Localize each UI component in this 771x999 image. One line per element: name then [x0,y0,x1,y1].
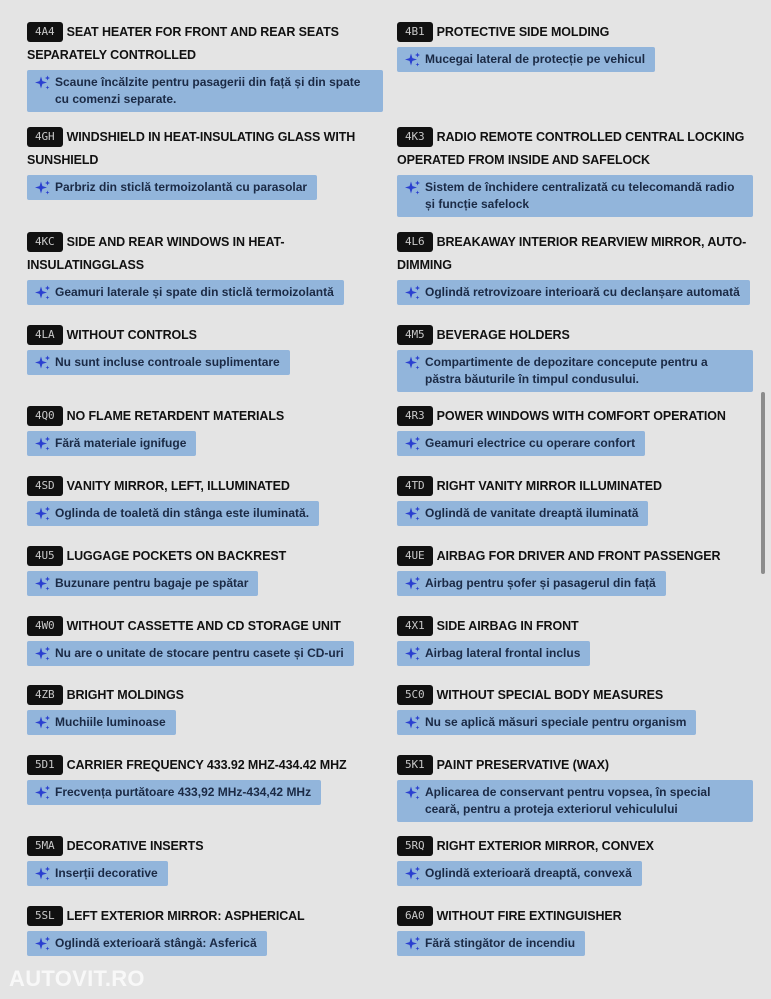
translation-box [27,571,258,596]
translation-box [397,710,696,735]
translation-text: Muchiile luminoase [55,715,166,729]
translation-text: Buzunare pentru bagaje pe spătar [55,576,249,590]
feature-item [27,615,383,667]
feature-title-text: CARRIER FREQUENCY 433.92 MHZ-434.42 MHZ [66,758,347,772]
feature-title-text: DECORATIVE INSERTS [66,839,204,853]
feature-title-text: RADIO REMOTE CONTROLLED CENTRAL LOCKING OPERATED FROM INSIDE AND SAFELOCK [397,130,745,167]
sparkle-icon [35,576,51,592]
translation-text: Oglindă retrovizoare interioară cu declanșare automată [425,285,740,299]
feature-item [27,231,383,306]
translation-box [397,175,753,217]
feature-item [27,126,383,201]
translation-box [27,931,267,956]
feature-title [27,545,383,568]
feature-code-badge: 4TD [397,476,433,496]
translation-box [27,350,290,375]
feature-title [27,324,383,347]
feature-title-text: AIRBAG FOR DRIVER AND FRONT PASSENGER [436,549,721,563]
sparkle-icon [35,436,51,452]
translation-text: Scaune încălzite pentru pasagerii din față și din spate cu comenzi separate. [55,75,361,106]
feature-code-badge: 4KC [27,232,63,252]
feature-code-badge: 4K3 [397,127,433,147]
feature-code-badge: 4ZB [27,685,63,705]
feature-title [397,231,753,277]
feature-title-text: BREAKAWAY INTERIOR REARVIEW MIRROR, AUTO-DIMMING [397,235,747,272]
feature-code-badge: 4L6 [397,232,433,252]
feature-title-text: RIGHT EXTERIOR MIRROR, CONVEX [436,839,654,853]
translation-text: Airbag pentru șofer și pasagerul din față [425,576,656,590]
translation-text: Parbriz din sticlă termoizolantă cu parasolar [55,180,308,194]
sparkle-icon [405,180,421,196]
feature-item [27,684,383,736]
feature-code-badge: 4A4 [27,22,63,42]
translation-box [397,571,666,596]
feature-code-badge: 4SD [27,476,63,496]
feature-item [397,684,753,736]
watermark-logo: AUTOVIT.RO [9,966,145,991]
feature-item [397,324,753,392]
feature-item [27,754,383,806]
sparkle-icon [405,576,421,592]
translation-text: Frecvența purtătoare 433,92 MHz-434,42 MHz [55,785,312,799]
feature-title [397,615,753,638]
sparkle-icon [35,355,51,371]
feature-item [27,835,383,887]
translation-text: Oglindă de vanitate dreaptă iluminată [425,506,639,520]
translation-box [27,501,319,526]
sparkle-icon [35,936,51,952]
feature-code-badge: 4UE [397,546,433,566]
feature-item [27,475,383,527]
feature-code-badge: 5D1 [27,755,63,775]
feature-item [397,545,753,597]
translation-box [27,280,344,305]
translation-box [27,861,168,886]
translation-text: Geamuri laterale și spate din sticlă termoizolantă [55,285,334,299]
translation-text: Aplicarea de conservant pentru vopsea, în special ceară, pentru a proteja exteriorul vehiculului [425,785,711,816]
sparkle-icon [35,715,51,731]
feature-title-text: WITHOUT CONTROLS [66,328,197,342]
feature-title [27,835,383,858]
feature-title [27,21,383,67]
feature-title [397,475,753,498]
sparkle-icon [405,646,421,662]
translation-text: Sistem de închidere centralizată cu telecomandă radio și funcție safelock [425,180,735,211]
feature-title-text: BRIGHT MOLDINGS [66,688,184,702]
feature-item [27,324,383,376]
feature-item [397,754,753,822]
feature-title-text: SIDE AND REAR WINDOWS IN HEAT-INSULATINGGLASS [27,235,285,272]
translation-text: Airbag lateral frontal inclus [425,646,581,660]
translation-box [397,47,655,72]
sparkle-icon [35,866,51,882]
translation-box [397,641,590,666]
translation-text: Geamuri electrice cu operare confort [425,436,636,450]
translation-text: Nu sunt incluse controale suplimentare [55,355,280,369]
feature-title-text: BEVERAGE HOLDERS [436,328,570,342]
feature-title-text: WITHOUT CASSETTE AND CD STORAGE UNIT [66,619,341,633]
translation-box [397,501,648,526]
feature-title-text: SIDE AIRBAG IN FRONT [436,619,579,633]
translation-text: Nu se aplică măsuri speciale pentru organism [425,715,687,729]
feature-title-text: LEFT EXTERIOR MIRROR: ASPHERICAL [66,909,305,923]
feature-item [27,21,383,112]
sparkle-icon [35,75,51,91]
feature-item [27,905,383,957]
feature-item [397,475,753,527]
feature-code-badge: 4LA [27,325,63,345]
sparkle-icon [405,506,421,522]
feature-title [397,324,753,347]
feature-code-badge: 6A0 [397,906,433,926]
translation-box [27,175,317,200]
feature-code-badge: 5MA [27,836,63,856]
sparkle-icon [405,52,421,68]
feature-title-text: WITHOUT SPECIAL BODY MEASURES [436,688,664,702]
sparkle-icon [405,936,421,952]
sparkle-icon [35,785,51,801]
feature-title-text: WINDSHIELD IN HEAT-INSULATING GLASS WITH SUNSHIELD [27,130,356,167]
sparkle-icon [35,180,51,196]
feature-item [397,126,753,217]
feature-title [27,754,383,777]
feature-title-text: WITHOUT FIRE EXTINGUISHER [436,909,622,923]
feature-title [397,21,753,44]
feature-item [397,231,753,306]
feature-title [27,905,383,928]
translation-box [27,710,176,735]
feature-title [397,905,753,928]
feature-title [27,475,383,498]
feature-title-text: LUGGAGE POCKETS ON BACKREST [66,549,287,563]
feature-code-badge: 5RQ [397,836,433,856]
translation-box [27,431,196,456]
translation-box [397,431,645,456]
translation-text: Oglinda de toaletă din stânga este iluminată. [55,506,310,520]
feature-item [27,405,383,457]
feature-title-text: PAINT PRESERVATIVE (WAX) [436,758,609,772]
feature-title [27,615,383,638]
feature-code-badge: 4W0 [27,616,63,636]
feature-title [397,835,753,858]
feature-item [397,405,753,457]
feature-title [397,126,753,172]
feature-title [27,684,383,707]
feature-code-badge: 4R3 [397,406,433,426]
scrollbar-thumb[interactable] [761,392,765,574]
sparkle-icon [405,715,421,731]
translation-text: Inserții decorative [55,866,158,880]
feature-title [397,754,753,777]
sparkle-icon [35,285,51,301]
feature-title-text: RIGHT VANITY MIRROR ILLUMINATED [436,479,662,493]
feature-title-text: VANITY MIRROR, LEFT, ILLUMINATED [66,479,290,493]
sparkle-icon [405,785,421,801]
sparkle-icon [35,646,51,662]
translation-box [27,70,383,112]
feature-code-badge: 4Q0 [27,406,63,426]
translation-box [397,931,585,956]
feature-title [27,231,383,277]
feature-title [397,684,753,707]
translation-box [397,350,753,392]
feature-code-badge: 4B1 [397,22,433,42]
feature-item [397,905,753,957]
feature-title-text: POWER WINDOWS WITH COMFORT OPERATION [436,409,726,423]
feature-code-badge: 5C0 [397,685,433,705]
translation-box [27,780,321,805]
feature-item [397,21,753,73]
feature-code-badge: 4GH [27,127,63,147]
translation-text: Oglindă exterioară stângă: Asferică [55,936,257,950]
feature-item [397,615,753,667]
feature-title [397,405,753,428]
feature-item [27,545,383,597]
sparkle-icon [405,285,421,301]
translation-box [397,280,750,305]
translation-text: Nu are o unitate de stocare pentru casete și CD-uri [55,646,344,660]
sparkle-icon [405,436,421,452]
translation-box [397,861,642,886]
sparkle-icon [405,866,421,882]
translation-text: Fără materiale ignifuge [55,436,187,450]
feature-code-badge: 4U5 [27,546,63,566]
feature-title-text: NO FLAME RETARDENT MATERIALS [66,409,285,423]
feature-code-badge: 4M5 [397,325,433,345]
feature-code-badge: 4X1 [397,616,433,636]
translation-text: Oglindă exterioară dreaptă, convexă [425,866,632,880]
translation-text: Compartimente de depozitare concepute pentru a păstra băuturile în timpul condusului. [425,355,708,386]
translation-text: Fără stingător de incendiu [425,936,576,950]
feature-title-text: SEAT HEATER FOR FRONT AND REAR SEATS SEPARATELY CONTROLLED [27,25,339,62]
sparkle-icon [405,355,421,371]
feature-code-badge: 5SL [27,906,63,926]
feature-title [27,405,383,428]
feature-title [27,126,383,172]
translation-box [27,641,354,666]
feature-item [397,835,753,887]
feature-title-text: PROTECTIVE SIDE MOLDING [436,25,610,39]
translation-text: Mucegai lateral de protecție pe vehicul [425,52,646,66]
sparkle-icon [35,506,51,522]
feature-title [397,545,753,568]
feature-code-badge: 5K1 [397,755,433,775]
translation-box [397,780,753,822]
